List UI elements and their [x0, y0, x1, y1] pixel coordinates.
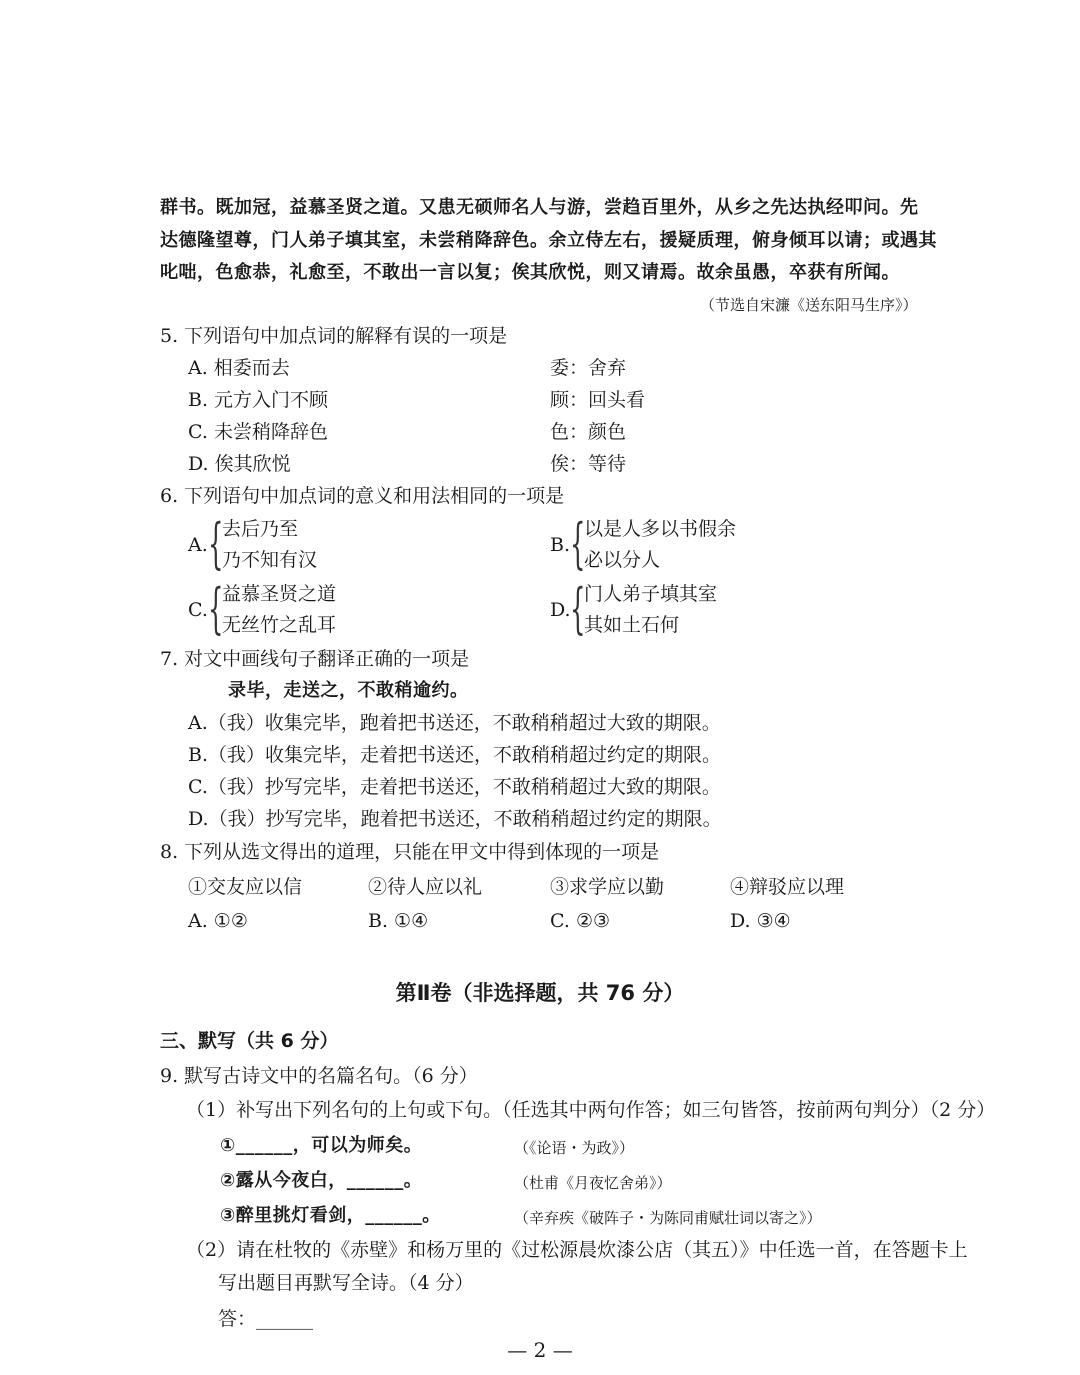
q8-item-2: ②待人应以礼 [368, 876, 483, 898]
q7-stem: 7. 对文中画线句子翻译正确的一项是 [160, 648, 470, 670]
q6-option-c-line1: 益慕圣贤之道 [222, 583, 337, 605]
q9-sub2-line2: 写出题目再默写全诗。（4 分） [218, 1272, 474, 1294]
q9-stem: 9. 默写古诗文中的名篇名句。（6 分） [160, 1065, 478, 1087]
q8-item-4: ④辩驳应以理 [730, 876, 845, 898]
q5-option-d: D. 俟其欣悦 [188, 453, 291, 475]
section3-heading: 三、默写（共 6 分） [160, 1030, 339, 1052]
q6-option-a-letter: A. [188, 534, 208, 556]
q7-option-c: C.（我）抄写完毕，走着把书送还，不敢稍稍超过大致的期限。 [188, 776, 721, 798]
q6-option-c-letter: C. [188, 599, 208, 621]
q8-option-c: C. ②③ [550, 910, 611, 932]
q5-option-c: C. 未尝稍降辞色 [188, 421, 328, 443]
q9-blank-2: ②露从今夜白，______。 [220, 1170, 423, 1191]
q5-gloss-a: 委：舍弃 [550, 357, 627, 379]
page-number: — 2 — [507, 1338, 573, 1362]
q9-blank-1: ①______，可以为师矣。 [220, 1135, 423, 1156]
q5-stem: 5. 下列语句中加点词的解释有误的一项是 [160, 325, 508, 347]
q6-stem: 6. 下列语句中加点词的意义和用法相同的一项是 [160, 485, 565, 507]
part2-title: 第Ⅱ卷（非选择题，共 76 分） [395, 981, 685, 1005]
q8-stem: 8. 下列从选文得出的道理，只能在甲文中得到体现的一项是 [160, 841, 660, 863]
q8-item-3: ③求学应以勤 [550, 876, 665, 898]
q9-blank-3: ③醉里挑灯看剑，______。 [220, 1205, 441, 1226]
q6-option-b-letter: B. [550, 534, 571, 556]
passage-source: （节选自宋濂《送东阳马生序》） [700, 296, 918, 314]
q5-gloss-d: 俟：等待 [550, 453, 627, 475]
q5-gloss-b: 顾：回头看 [550, 389, 646, 411]
q9-sub1: （1）补写出下列名句的上句或下句。（任选其中两句作答；如三句皆答，按前两句判分）（2 分） [186, 1099, 996, 1121]
q6-option-d-letter: D. [550, 599, 571, 621]
q7-option-a: A.（我）收集完毕，跑着把书送还，不敢稍稍超过大致的期限。 [188, 712, 721, 734]
q5-option-b: B. 元方入门不顾 [188, 389, 329, 411]
brace-icon: { [208, 512, 224, 575]
q9-answer: 答：______ [218, 1308, 314, 1330]
q9-cite-1: （《论语・为政》） [514, 1139, 635, 1157]
passage-line-3: 叱咄，色愈恭，礼愈至，不敢出一言以复；俟其欣悦，则又请焉。故余虽愚，卒获有所闻。 [160, 262, 900, 283]
brace-icon: { [570, 512, 586, 575]
q6-option-b-line1: 以是人多以书假余 [584, 518, 737, 540]
q6-option-b-line2: 必以分人 [584, 549, 661, 571]
q6-option-d-line1: 门人弟子填其室 [584, 583, 718, 605]
q8-option-d: D. ③④ [730, 910, 791, 932]
brace-icon: { [208, 577, 224, 640]
q8-option-a: A. ①② [188, 910, 248, 932]
q8-item-1: ①交友应以信 [188, 876, 303, 898]
q7-option-b: B.（我）收集完毕，走着把书送还，不敢稍稍超过约定的期限。 [188, 744, 722, 766]
q8-option-b: B. ①④ [368, 910, 429, 932]
brace-icon: { [570, 577, 586, 640]
q9-cite-3: （辛弃疾《破阵子・为陈同甫赋壮词以寄之》） [514, 1209, 822, 1227]
q6-option-a-line1: 去后乃至 [222, 518, 299, 540]
q5-option-a: A. 相委而去 [188, 357, 290, 379]
q7-option-d: D.（我）抄写完毕，跑着把书送还，不敢稍稍超过约定的期限。 [188, 808, 722, 830]
q6-option-d-line2: 其如土石何 [584, 614, 680, 636]
passage-line-1: 群书。既加冠，益慕圣贤之道。又患无硕师名人与游，尝趋百里外，从乡之先达执经叩问。先 [160, 197, 919, 218]
q5-gloss-c: 色：颜色 [550, 421, 627, 443]
passage-line-2: 达德隆望尊，门人弟子填其室，未尝稍降辞色。余立侍左右，援疑质理，俯身倾耳以请；或遇其 [160, 230, 937, 251]
q9-sub2-line1: （2）请在杜牧的《赤壁》和杨万里的《过松源晨炊漆公店（其五）》中任选一首，在答题卡上 [186, 1239, 968, 1261]
q9-cite-2: （杜甫《月夜忆舍弟》） [514, 1174, 672, 1192]
q7-sentence: 录毕，走送之，不敢稍逾约。 [228, 680, 469, 701]
q6-option-c-line2: 无丝竹之乱耳 [222, 614, 337, 636]
q6-option-a-line2: 乃不知有汉 [222, 549, 318, 571]
